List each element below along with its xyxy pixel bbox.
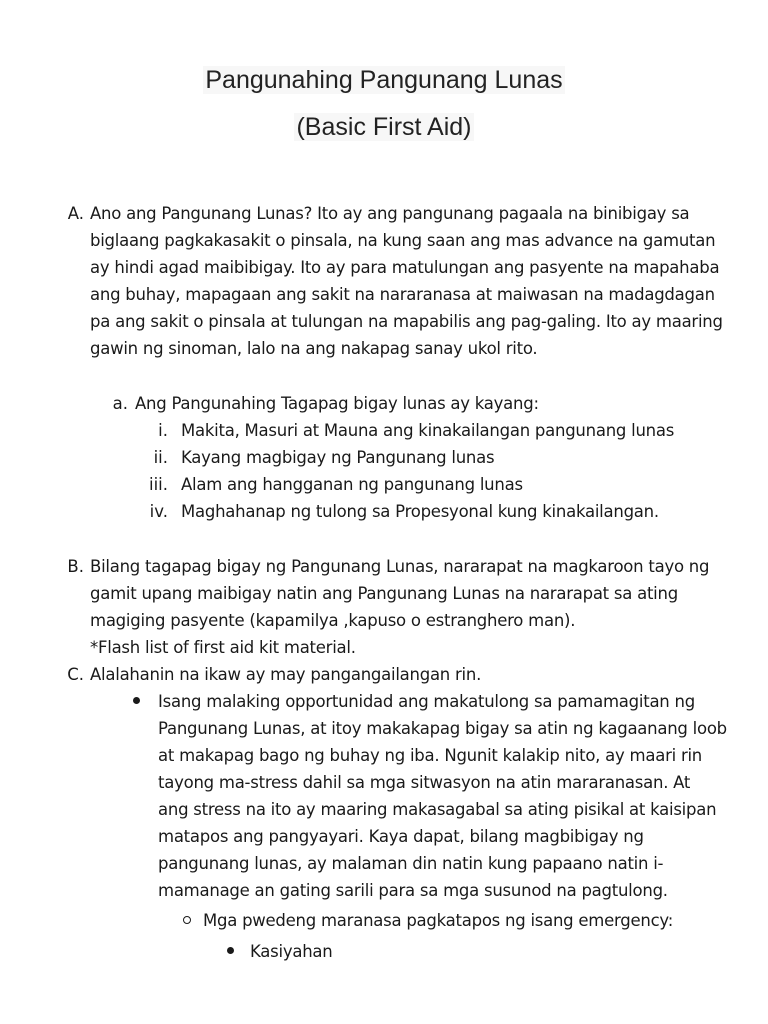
circle-bullet-icon <box>183 916 191 924</box>
bullet-dot-icon <box>133 697 140 704</box>
section-a-line: ay hindi agad maibibigay. Ito ay para matulungan ang pasyente na mapahaba <box>90 258 720 277</box>
section-b-line: gamit upang maibigay natin ang Pangunang Lunas na nararapat sa ating <box>90 584 678 603</box>
section-b-marker: B. <box>67 557 84 576</box>
section-c-line: Alalahanin na ikaw ay may pangangailangan rin. <box>90 665 482 684</box>
bullet-line: ang stress na ito ay maaring makasagabal sa ating pisikal at kaisipan <box>158 800 717 819</box>
roman-item-text: Alam ang hangganan ng pangunang lunas <box>181 475 523 494</box>
bullet-line: Isang malaking opportunidad ang makatulong sa pamamagitan ng <box>158 692 695 711</box>
roman-item-text: Makita, Masuri at Mauna ang kinakailangan pangunang lunas <box>181 421 675 440</box>
bullet-line: Pangunang Lunas, at itoy makakapag bigay sa atin ng kagaanang loob <box>158 719 727 738</box>
roman-item-marker: ii. <box>153 448 168 467</box>
bullet-line: matapos ang pangyayari. Kaya dapat, bilang magbibigay ng <box>158 827 644 846</box>
section-a-line: pa ang sakit o pinsala at tulungan na mapabilis ang pag-galing. Ito ay maaring <box>90 312 723 331</box>
roman-item-marker: iii. <box>149 475 168 494</box>
section-a-line: gawin ng sinoman, lalo na ang nakapag sanay ukol rito. <box>90 339 538 358</box>
bullet-line: mamanage an gating sarili para sa mga susunod na pagtulong. <box>158 881 668 900</box>
circle-item-text: Mga pwedeng maranasa pagkatapos ng isang emergency: <box>203 911 674 930</box>
section-b-line: Bilang tagapag bigay ng Pangunang Lunas, nararapat na magkaroon tayo ng <box>90 557 710 576</box>
sub-bullet-text: Kasiyahan <box>250 942 333 961</box>
document-subtitle: (Basic First Aid) <box>296 113 472 141</box>
roman-item-text: Maghahanap ng tulong sa Propesyonal kung kinakailangan. <box>181 502 659 521</box>
bullet-line: at makapag bago ng buhay ng iba. Ngunit kalakip nito, ay maari rin <box>158 746 703 765</box>
bullet-line: tayong ma-stress dahil sa mga sitwasyon na atin mararanasan. At <box>158 773 691 792</box>
subsection-a-marker: a. <box>112 394 128 413</box>
document-title: Pangunahing Pangunang Lunas <box>205 66 563 94</box>
section-a-line: ang buhay, mapagaan ang sakit na nararanasa at maiwasan na madagdagan <box>90 285 715 304</box>
subsection-a-text: Ang Pangunahing Tagapag bigay lunas ay kayang: <box>135 394 539 413</box>
section-a-line: Ano ang Pangunang Lunas? Ito ay ang pangunang pagaala na binibigay sa <box>90 204 690 223</box>
roman-item-marker: i. <box>158 421 168 440</box>
bullet-dot-icon <box>227 947 234 954</box>
section-b-line: magiging pasyente (kapamilya ,kapuso o estranghero man). <box>90 611 576 630</box>
roman-item-marker: iv. <box>149 502 168 521</box>
section-c-marker: C. <box>67 665 84 684</box>
section-a-marker: A. <box>67 204 84 223</box>
bullet-line: pangunang lunas, ay malaman din natin kung papaano natin i- <box>158 854 664 873</box>
roman-item-text: Kayang magbigay ng Pangunang lunas <box>181 448 495 467</box>
section-b-line: *Flash list of first aid kit material. <box>90 638 356 657</box>
section-a-line: biglaang pagkakasakit o pinsala, na kung saan ang mas advance na gamutan <box>90 231 716 250</box>
